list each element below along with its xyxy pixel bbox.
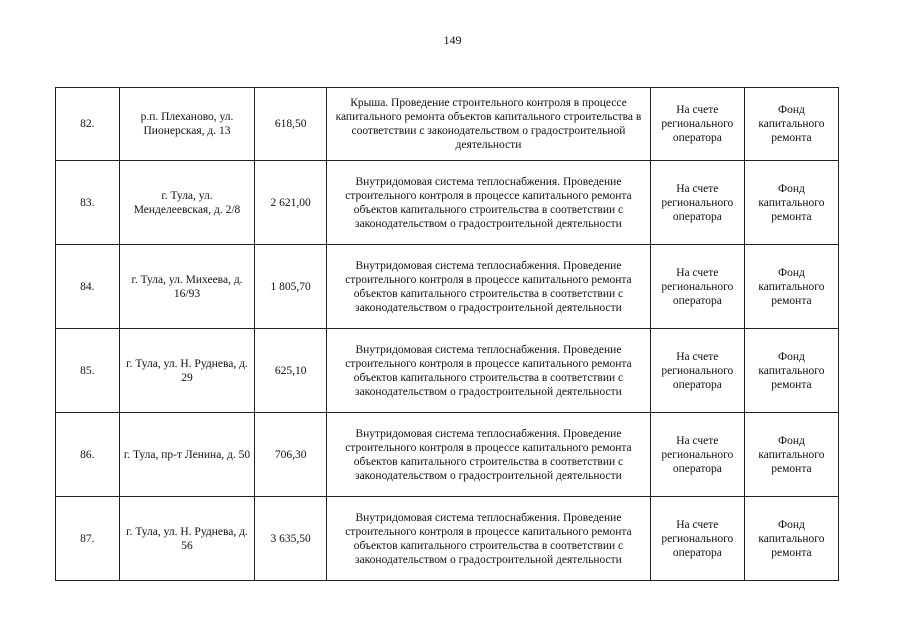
funding-source-cell: На счете регионального оператора bbox=[650, 245, 744, 329]
funding-source-cell: На счете регионального оператора bbox=[650, 161, 744, 245]
funding-source-cell: На счете регионального оператора bbox=[650, 413, 744, 497]
row-number: 85. bbox=[56, 329, 120, 413]
address-cell: г. Тула, ул. Н. Руднева, д. 29 bbox=[119, 329, 255, 413]
row-number: 83. bbox=[56, 161, 120, 245]
work-description-cell: Внутридомовая система теплоснабжения. Проведение строительного контроля в процессе капитального ремонта объектов капитального строительства в соответствии с законодательством о градостроительной деятельности bbox=[327, 329, 651, 413]
table-row bbox=[56, 161, 839, 245]
fund-cell: Фонд капитального ремонта bbox=[744, 88, 838, 161]
cost-cell: 618,50 bbox=[255, 88, 327, 161]
address-cell: г. Тула, пр-т Ленина, д. 50 bbox=[119, 413, 255, 497]
fund-cell: Фонд капитального ремонта bbox=[744, 161, 838, 245]
fund-cell: Фонд капитального ремонта bbox=[744, 329, 838, 413]
page-number: 149 bbox=[443, 33, 462, 47]
row-number: 87. bbox=[56, 497, 120, 581]
work-description-cell: Внутридомовая система теплоснабжения. Проведение строительного контроля в процессе капитального ремонта объектов капитального строительства в соответствии с законодательством о градостроительной деятельности bbox=[327, 413, 651, 497]
address-cell: г. Тула, ул. Н. Руднева, д. 56 bbox=[119, 497, 255, 581]
funding-source-cell: На счете регионального оператора bbox=[650, 88, 744, 161]
row-number: 86. bbox=[56, 413, 120, 497]
fund-cell: Фонд капитального ремонта bbox=[744, 413, 838, 497]
row-number: 84. bbox=[56, 245, 120, 329]
cost-cell: 706,30 bbox=[255, 413, 327, 497]
work-description-cell: Крыша. Проведение строительного контроля в процессе капитального ремонта объектов капитального строительства в соответствии с законодательством о градостроительной деятельности bbox=[327, 88, 651, 161]
cost-cell: 1 805,70 bbox=[255, 245, 327, 329]
works-table bbox=[55, 87, 839, 581]
table-row bbox=[56, 88, 839, 161]
cost-cell: 625,10 bbox=[255, 329, 327, 413]
address-cell: г. Тула, ул. Михеева, д. 16/93 bbox=[119, 245, 255, 329]
table-row bbox=[56, 497, 839, 581]
funding-source-cell: На счете регионального оператора bbox=[650, 497, 744, 581]
table-row bbox=[56, 245, 839, 329]
address-cell: г. Тула, ул. Менделеевская, д. 2/8 bbox=[119, 161, 255, 245]
table-row bbox=[56, 413, 839, 497]
work-description-cell: Внутридомовая система теплоснабжения. Проведение строительного контроля в процессе капитального ремонта объектов капитального строительства в соответствии с законодательством о градостроительной деятельности bbox=[327, 161, 651, 245]
funding-source-cell: На счете регионального оператора bbox=[650, 329, 744, 413]
fund-cell: Фонд капитального ремонта bbox=[744, 497, 838, 581]
address-cell: р.п. Плеханово, ул. Пионерская, д. 13 bbox=[119, 88, 255, 161]
cost-cell: 3 635,50 bbox=[255, 497, 327, 581]
fund-cell: Фонд капитального ремонта bbox=[744, 245, 838, 329]
work-description-cell: Внутридомовая система теплоснабжения. Проведение строительного контроля в процессе капитального ремонта объектов капитального строительства в соответствии с законодательством о градостроительной деятельности bbox=[327, 245, 651, 329]
cost-cell: 2 621,00 bbox=[255, 161, 327, 245]
work-description-cell: Внутридомовая система теплоснабжения. Проведение строительного контроля в процессе капитального ремонта объектов капитального строительства в соответствии с законодательством о градостроительной деятельности bbox=[327, 497, 651, 581]
table-row bbox=[56, 329, 839, 413]
row-number: 82. bbox=[56, 88, 120, 161]
